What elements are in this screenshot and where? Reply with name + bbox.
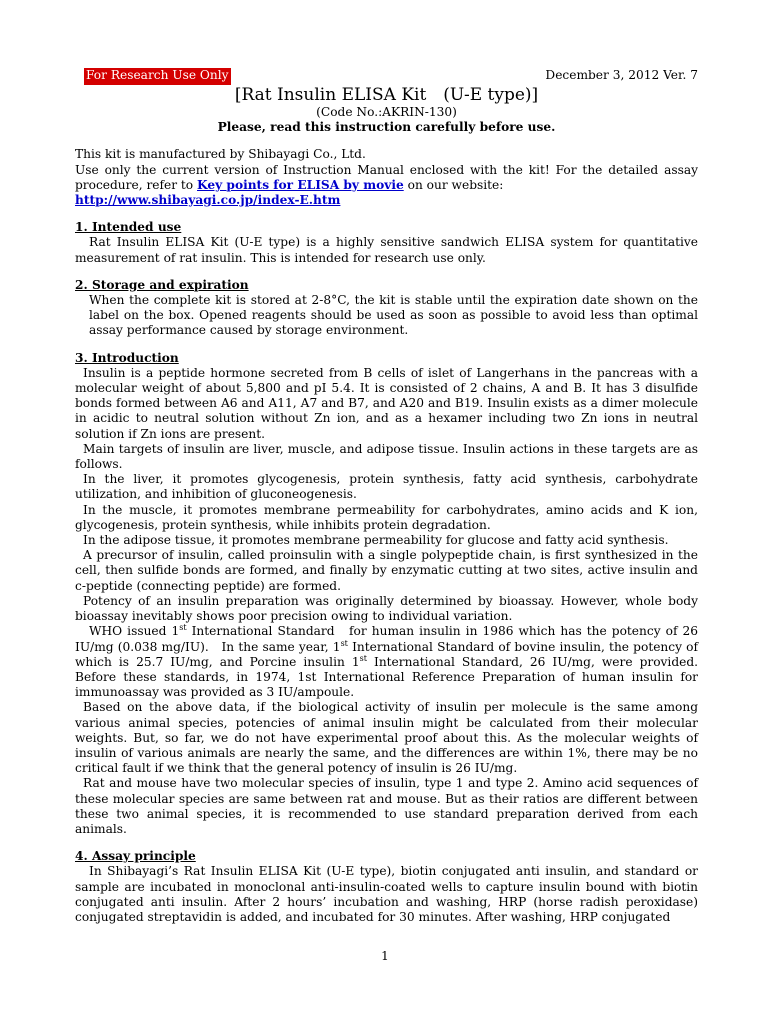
paragraph: Based on the above data, if the biological activity of insulin per molecule is the same among various animal species, potencies of animal insulin might be calculated from their molecular weights. But, so far, we do not have experimental proof about this. As the molecular weights of insulin of various animals are nearly the same, and the differences are within 1%, there may be no critical fault if we think that the general potency of insulin is 26 IU/mg. <box>75 700 698 776</box>
section-heading: 4. Assay principle <box>75 849 196 864</box>
paragraph: Main targets of insulin are liver, muscle, and adipose tissue. Insulin actions in these targets are as follows. <box>75 441 698 472</box>
document-page <box>75 68 698 925</box>
section-text: When the complete kit is stored at 2-8°C, the kit is stable until the expiration date shown on the label on the box. Opened reagents should be used as soon as possible to avoid less than optimal assay performance caused by storage environment. <box>89 293 698 338</box>
section-heading: 1. Intended use <box>75 220 182 235</box>
date-version: December 3, 2012 Ver. 7 <box>545 68 698 82</box>
document-title: [Rat Insulin ELISA Kit (U-E type)] <box>234 85 539 105</box>
paragraph: In the muscle, it promotes membrane permeability for carbohydrates, amino acids and K ion, glycogenesis, protein synthesis, while inhibits protein degradation. <box>75 502 698 532</box>
section-heading: 3. Introduction <box>75 350 179 365</box>
section-text: Rat Insulin ELISA Kit (U-E type) is a highly sensitive sandwich ELISA system for quantitative measurement of rat insulin. This is intended for research use only. <box>75 235 698 265</box>
paragraph: Potency of an insulin preparation was originally determined by bioassay. However, whole body bioassay inevitably shows poor precision owing to individual variation. <box>75 593 698 624</box>
section-introduction <box>75 351 698 838</box>
header-row <box>75 68 698 85</box>
manual-note-tail: on our website: <box>407 177 504 192</box>
manufacturer-line: This kit is manufactured by Shibayagi Co., Ltd. <box>75 147 366 162</box>
paragraph: In the adipose tissue, it promotes membrane permeability for glucose and fatty acid synthesis. <box>83 533 669 548</box>
section-intended-use <box>75 220 698 266</box>
paragraph-who-standards: WHO issued 1st International Standard for human insulin in 1986 which has the potency of 26 IU/mg (0.038 mg/IU). In the same year, 1st International Standard of bovine insulin, the potency of which is 25.7 IU/mg, and Porcine insulin 1st International Standard, 26 IU/mg, were provided. Before these standards, in 1974, 1st International Reference Preparation of human insulin for immunoassay was provided as 3 IU/ampoule. <box>75 623 699 700</box>
page-number: 1 <box>381 949 389 963</box>
paragraph: A precursor of insulin, called proinsulin with a single polypeptide chain, is first synthesized in the cell, then sulfide bonds are formed, and finally by enzymatic cutting at two sites, active insulin and c-peptide (connecting peptide) are formed. <box>75 548 698 593</box>
paragraph: In the liver, it promotes glycogenesis, protein synthesis, fatty acid synthesis, carbohydrate utilization, and inhibition of gluconeogenesis. <box>75 472 698 502</box>
product-code: (Code No.:AKRIN-130) <box>316 105 457 119</box>
research-use-label: For Research Use Only <box>84 68 231 85</box>
paragraph: Rat and mouse have two molecular species of insulin, type 1 and type 2. Amino acid sequences of these molecular species are same between rat and mouse. But as their ratios are different between these two animal species, it is recommended to use standard preparation derived from each animals. <box>75 776 698 836</box>
paragraph: Insulin is a peptide hormone secreted from B cells of islet of Langerhans in the pancreas with a molecular weight of about 5,800 and pI 5.4. It is consisted of 2 chains, A and B. It has 3 disulfide bonds formed between A6 and A11, A7 and B7, and A20 and B19. Insulin exists as a dimer molecule in acidic to neutral solution without Zn ion, and as a hexamer including two Zn ions in neutral solution if Zn ions are present. <box>75 365 698 441</box>
section-assay-principle <box>75 849 698 925</box>
section-heading: 2. Storage and expiration <box>75 277 249 292</box>
instruction-note: Please, read this instruction carefully before use. <box>217 120 556 135</box>
manual-note-text: Use only the current version of Instruction Manual enclosed with the kit! For the detailed assay procedure, refer to <box>75 162 698 192</box>
movie-link[interactable]: Key points for ELISA by movie <box>197 177 404 192</box>
manual-note <box>75 163 698 193</box>
website-link[interactable]: http://www.shibayagi.co.jp/index-E.htm <box>75 193 341 208</box>
section-storage <box>75 278 698 339</box>
section-text: In Shibayagi’s Rat Insulin ELISA Kit (U-E type), biotin conjugated anti insulin, and standard or sample are incubated in monoclonal anti-insulin-coated wells to capture insulin bound with biotin conjugated anti insulin. After 2 hours’ incubation and washing, HRP (horse radish peroxidase) conjugated streptavidin is added, and incubated for 30 minutes. After washing, HRP conjugated <box>75 864 698 924</box>
